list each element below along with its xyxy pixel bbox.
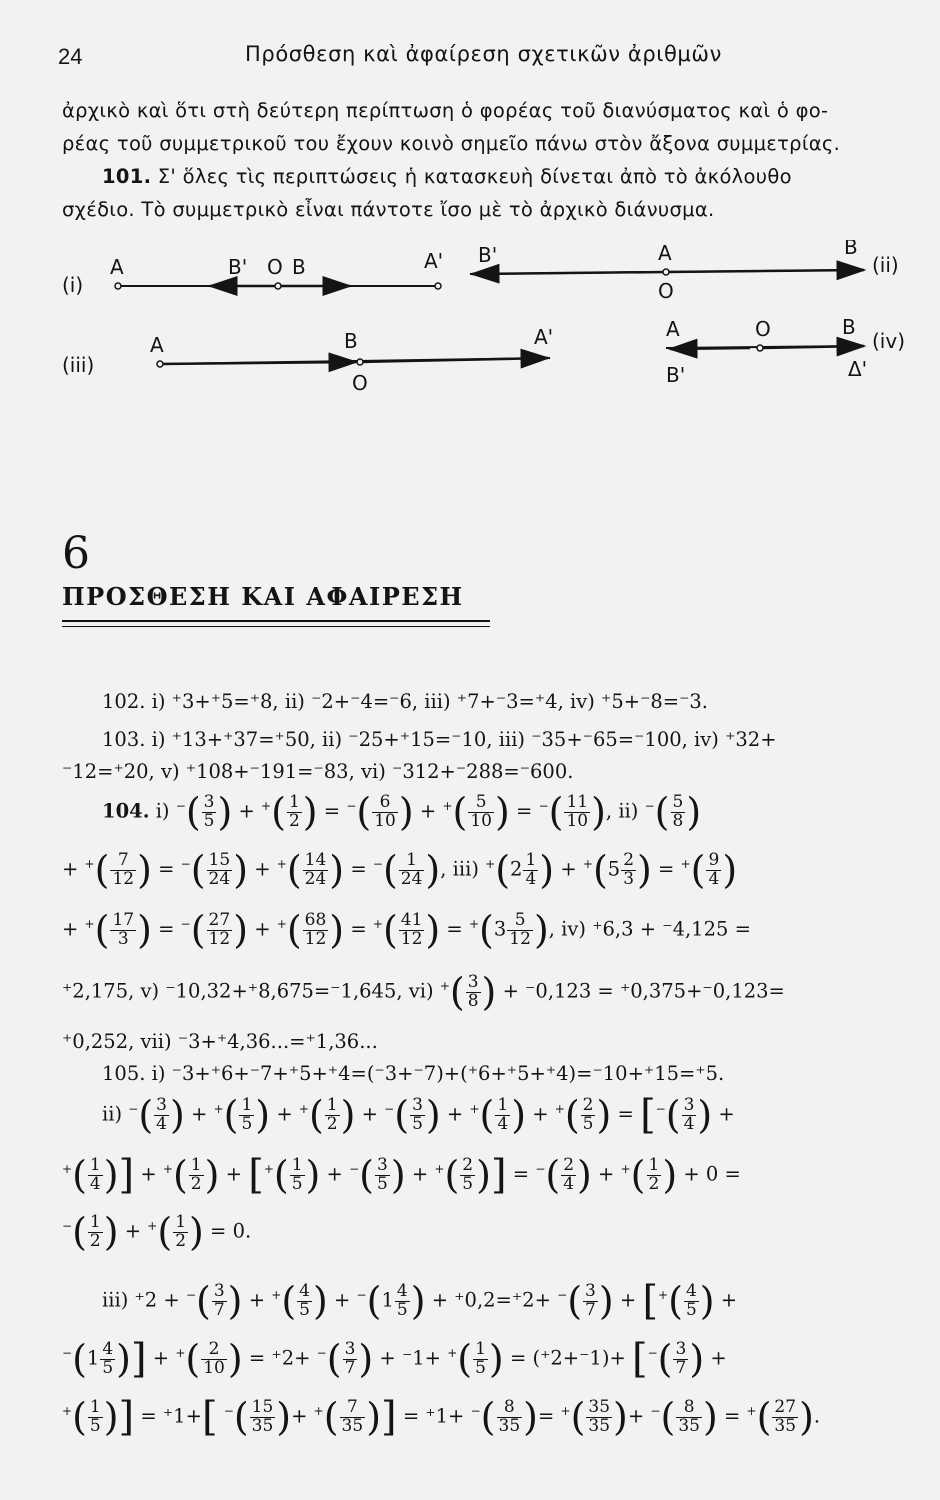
exercise-104-line4: ⁺2,175, v) ⁻10,32+⁺8,675=⁻1,645, vi) +( $\frac{3}{8}$ ) + ⁻0,123 = ⁺0,375+⁻0,123= [62,970,785,1014]
exercise-105-line6: −(1 $\frac{4}{5}$ )] + +( $\frac{2}{10}$ ) = ⁺2+ −( $\frac{3}{7}$ ) + ⁻1+ +( $\frac{1}{5}$ ) = (⁺2+⁻1)+ [−( $\frac{3}{7}$ ) + [62,1336,727,1382]
title-rule [62,626,490,627]
page-number: 24 [58,44,83,69]
vector-diagram [60,240,920,440]
point [275,283,281,289]
point [663,269,669,275]
exercise-105-line2: ii) −( $\frac{3}{4}$ ) + +( $\frac{1}{5}$ ) + +( $\frac{1}{2}$ ) + −( $\frac{3}{5}$ ) + +( $\frac{1}{4}$ ) + +( $\frac{2}{5}$ ) = [−( $\frac{3}{4}$ ) + [102,1092,735,1138]
exercise-104-line1: 104. i) −( $\frac{3}{5}$ ) + +( $\frac{1}{2}$ ) = −( $\frac{6}{10}$ ) + +( $\frac{5}{10}$ ) = −( $\frac{11}{10}$ ), ii) −( $\frac{5}{8}$ ) [102,790,702,834]
exercise-104-line5: ⁺0,252, vii) ⁻3+⁺4,36...=⁺1,36... [62,1030,378,1053]
chapter-title: ΠΡΟΣΘΕΣΗ ΚΑΙ ΑΦΑΙΡΕΣΗ [62,582,464,611]
point-label: B' [228,255,248,279]
point [357,359,363,365]
exercise-105-line7: +( $\frac{1}{5}$ )] = ⁺1+[ −( $\frac{15}{35}$ )+ +( $\frac{7}{35}$ )] = ⁺1+ −( $\frac{8}{35}$ )= +( $\frac{35}{35}$ )+ −( $\frac{8}{35}$ ) = +( $\frac{27}{35}$ ). [62,1394,821,1440]
point-label: A' [534,325,554,349]
case-label: (i) [62,273,84,297]
point-label: O [267,255,283,279]
exercise-number: 101. [102,165,152,188]
exercise-105-line4: −( $\frac{1}{2}$ ) + +( $\frac{1}{2}$ ) = 0. [62,1210,252,1254]
point-label: B [292,255,306,279]
title-rule [62,620,490,622]
point [157,361,163,367]
point-label: A [666,317,680,341]
point [757,345,763,351]
point-label: B [842,315,856,339]
text-line: Σ' ὅλες τὶς περιπτώσεις ἡ κατασκευὴ δίνεται ἀπὸ τὸ ἀκόλουθο [151,165,792,188]
chapter-number: 6 [62,528,90,579]
exercise-102: 102. i) ⁺3+⁺5=⁺8, ii) ⁻2+⁻4=⁻6, iii) ⁺7+⁻3=⁺4, iv) ⁺5+⁻8=⁻3. [102,690,709,713]
intro-paragraph [62,94,907,226]
vector-arrow [666,270,864,272]
point-label: B' [666,363,686,387]
exercise-105-line1: 105. i) ⁻3+⁺6+⁻7+⁺5+⁺4=(⁻3+⁻7)+(⁺6+⁺5+⁺4)=⁻10+⁺15=⁺5. [102,1062,725,1085]
text: ⁺2,175, v) ⁻10,32+⁺8,675=⁻1,645, vi) [62,979,434,1003]
exercise-105-line3: +( $\frac{1}{4}$ )] + +( $\frac{1}{2}$ ) + [+( $\frac{1}{5}$ ) + −( $\frac{3}{5}$ ) + +( $\frac{2}{5}$ )] = −( $\frac{2}{4}$ ) + +( $\frac{1}{2}$ ) + 0 = [62,1152,741,1198]
point-label: O [755,317,771,341]
text: iv) ⁺6,3 + ⁻4,125 = [561,917,751,941]
exercise-103-cont: ⁻12=⁺20, v) ⁺108+⁻191=⁻83, vi) ⁻312+⁻288=⁻600. [62,760,574,783]
point [435,283,441,289]
exercise-104-line2: + +( $\frac{7}{12}$ ) = −( $\frac{15}{24}$ ) + +( $\frac{14}{24}$ ) = −( $\frac{1}{24}$ ), iii) +(2 $\frac{1}{4}$ ) + +(5 $\frac{2}{3}$ ) = +( $\frac{9}{4}$ ) [62,848,738,892]
page-header [0,38,940,78]
case-label: (iv) [872,329,905,353]
vector-arrow [472,272,666,274]
text-line: σχέδιο. Τὸ συμμετρικὸ εἶναι πάντοτε ἴσο μὲ τὸ ἀρχικὸ διάνυσμα. [62,198,715,221]
running-title: Πρόσθεση καὶ ἀφαίρεση σχετικῶν ἀριθμῶν [245,42,722,66]
case-label: (iii) [62,353,95,377]
vector-arrow [160,362,356,364]
point [115,283,121,289]
text: + ⁻0,123 = ⁺0,375+⁻0,123= [502,979,785,1003]
vector-figure [60,240,920,440]
point-label: O [352,371,368,395]
point-label: O [658,279,674,303]
exercise-101 [62,160,907,193]
point-label: A [110,255,124,279]
exercise-104-line3: + +( $\frac{17}{3}$ ) = −( $\frac{27}{12}$ ) + +( $\frac{68}{12}$ ) = +( $\frac{41}{12}$ ) = +(3 $\frac{5}{12}$ ), iv) ⁺6,3 + ⁻4,125 = [62,908,751,952]
point-label: B [844,240,858,259]
point-label: B [344,329,358,353]
point-label: A' [424,249,444,273]
point-label: Δ' [848,357,868,381]
text-line: ἀρχικὸ καὶ ὅτι στὴ δεύτερη περίπτωση ὁ φορέας τοῦ διανύσματος καὶ ὁ φο- [62,99,829,122]
point-label: A [150,333,164,357]
exercise-105-line5: iii) ⁺2 + −( $\frac{3}{7}$ ) + +( $\frac{4}{5}$ ) + −(1 $\frac{4}{5}$ ) + ⁺0,2=⁺2+ −( $\frac{3}{7}$ ) + [+( $\frac{4}{5}$ ) + [102,1278,738,1324]
exercise-103: 103. i) ⁺13+⁺37=⁺50, ii) ⁻25+⁺15=⁻10, iii) ⁻35+⁻65=⁻100, iv) ⁺32+ [102,728,777,751]
point-label: A [658,241,672,265]
point-label: B' [478,243,498,267]
case-label: (ii) [872,253,899,277]
vector-arrow [670,348,750,349]
text-line: ρέας τοῦ συμμετρικοῦ του ἔχουν κοινὸ σημεῖο πάνω στὸν ἄξονα συμμετρίας. [62,132,841,155]
